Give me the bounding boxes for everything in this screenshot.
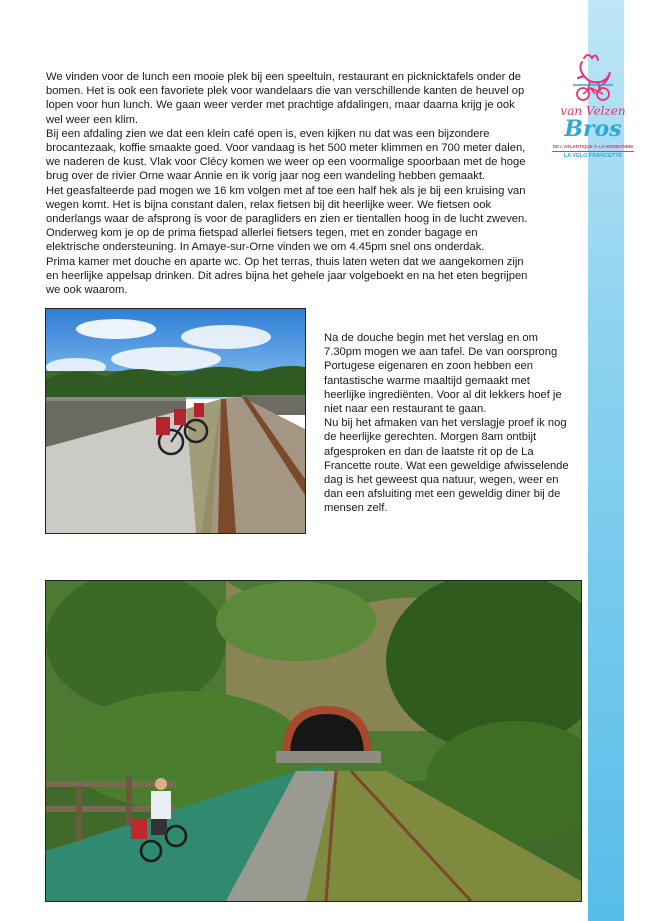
logo-tagline: DE L'ATLANTIQUE À LA NORMANDIE [552,144,634,149]
rooster-bicycle-icon [570,52,616,102]
paragraph: Het geasfalteerde pad mogen we 16 km volgen met af toe een half hek als je bij een kruising van wegen komt. Het is bijna constant dalen, relax fietsen bij dit heerlijke weer. We fietsen ook onderlangs waar de afsprong is voor de paragliders en zien er tientallen hoog in de lucht zweven. Onderweg kom je op de prima fietspad allerlei fietsers tegen, met en zonder bagage en elektrische ondersteuning. In Amaye-sur-Orne vinden we om 4.45pm snel ons onderdak. [46,184,528,254]
logo-line2: Bros [564,116,622,142]
paragraph: Nu bij het afmaken van het verslagje proef ik nog de heerlijke gerechten. Morgen 8am ontbijt afgesproken en dan de laatste rit op de La Francette route. Wat een geweldige afwisselende dag is het geweest qua natuur, wegen, weer en dan een afsluiting met een geweldig diner bij de mensen zelf. [324,417,569,515]
paragraph: We vinden voor de lunch een mooie plek bij een speeltuin, restaurant en picknicktafels onder de bomen. Het is ook een favoriete plek voor wandelaars die van verschillende kanten de heuvel op lopen voor hun lunch. We gaan weer verder met prachtige afdalingen, maar daarna krijg je ook wel weer een klim. [46,71,525,126]
photo-tunnel-cyclist [45,580,582,902]
logo-route: LA VELO FRANCETTE [552,151,634,159]
photo-bikes-railway [45,308,306,534]
main-text [46,70,532,297]
paragraph: Na de douche begin met het verslag en om 7.30pm mogen we aan tafel. De van oorsprong Portugese eigenaren en zoon hebben een fantastische warme maaltijd gemaakt met heerlijke ingrediënten. Voor al dit lekkers hoef je niet naar een restaurant te gaan. [324,332,562,416]
logo-line1: van Velzen [560,104,626,118]
side-text [324,331,572,516]
paragraph: Bij een afdaling zien we dat een klein café open is, even kijken nu dat was een bijzondere brocantezaak, koffie smaakte goed. Voor vandaag is het 500 meter klimmen en 700 meter dalen, we naderen de kust. Vlak voor Clécy komen we weer op een voormalige spoorbaan met de hoge brug over de rivier Orne waar Annie en ik vorig jaar nog een wandeling hebben gemaakt. [46,127,526,183]
brand-logo [552,52,634,172]
paragraph: Prima kamer met douche en aparte wc. Op het terras, thuis laten weten dat we aangekomen zijn en heerlijke appelsap drinken. Dit adres bijna het gehele jaar volgeboekt en na het eten begrijpen we ook waarom. [46,255,528,297]
